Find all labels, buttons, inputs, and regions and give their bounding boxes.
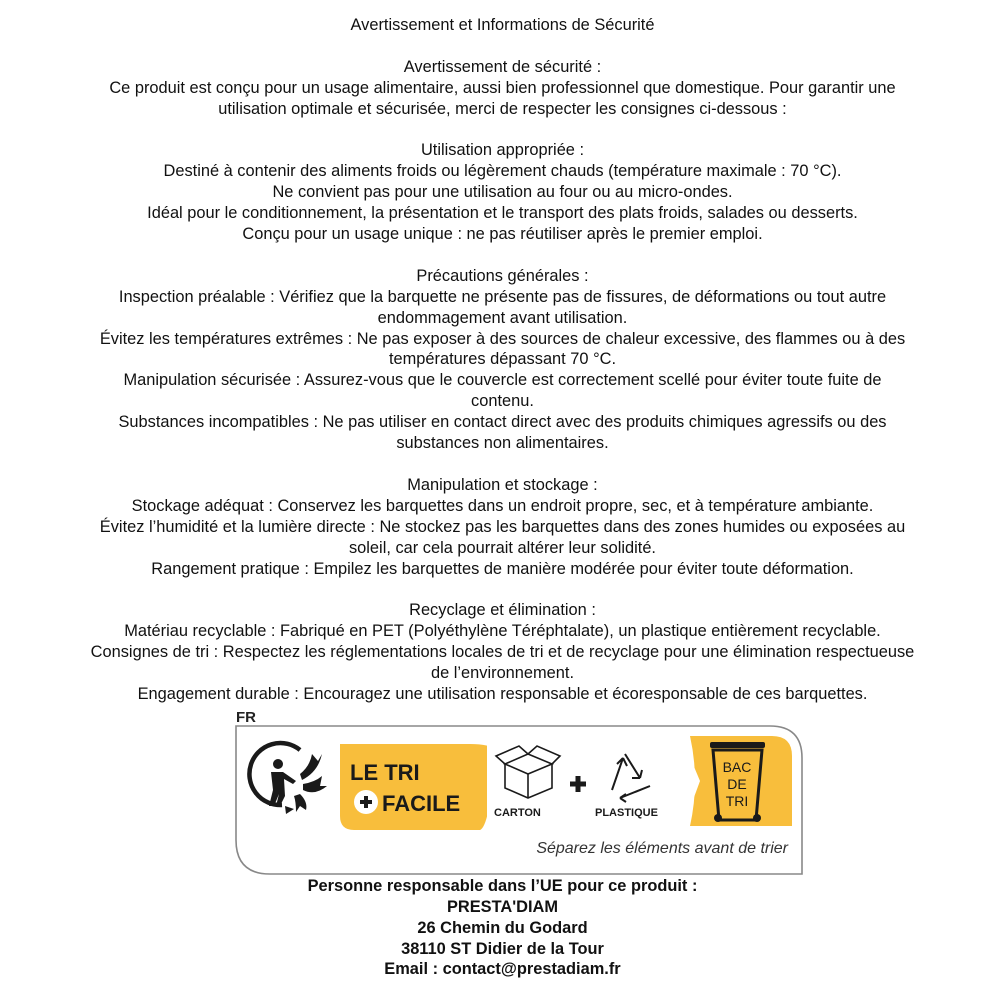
text-line: Substances incompatibles : Ne pas utiliser en contact direct avec des produits chimiques agressifs ou des — [118, 413, 887, 432]
responsible-person — [0, 876, 1005, 981]
text-line: Idéal pour le conditionnement, la présentation et le transport des plats froids, salades ou desserts. — [147, 204, 858, 223]
text-line: Consignes de tri : Respectez les réglementations locales de tri et de recyclage pour une élimination respectueuse — [90, 643, 915, 662]
company-name: PRESTA'DIAM — [446, 897, 559, 916]
text-line: Évitez les températures extrêmes : Ne pas exposer à des sources de chaleur excessive, des flammes ou à des — [99, 329, 906, 348]
triman-icon — [249, 743, 327, 814]
text-line: utilisation optimale et sécurisée, merci de respecter les consignes ci-dessous : — [218, 99, 787, 118]
text-line: Stockage adéquat : Conservez les barquettes dans un endroit propre, sec, et à température ambiante. — [131, 496, 874, 515]
logo-line1: LE TRI — [350, 759, 420, 785]
text-line: Engagement durable : Encouragez une utilisation responsable et écoresponsable de ces barquettes. — [137, 684, 868, 703]
text-line: soleil, car cela pourrait altérer leur solidité. — [348, 538, 656, 557]
triman-logo-graphic — [0, 706, 1005, 876]
address-city: 38110 ST Didier de la Tour — [401, 939, 604, 958]
sorting-bin-icon — [710, 742, 765, 822]
text-line: Inspection préalable : Vérifiez que la barquette ne présente pas de fissures, de déformations ou tout autre — [118, 287, 887, 306]
carton-label: CARTON — [494, 806, 541, 819]
text-line: Évitez l’humidité et la lumière directe : Ne stockez pas les barquettes dans des zones humides ou exposées au — [99, 517, 906, 536]
text-line: Rangement pratique : Empilez les barquettes de manière modérée pour éviter toute déformation. — [151, 559, 854, 578]
text-line: endommagement avant utilisation. — [377, 308, 628, 327]
section-heading: Avertissement de sécurité : — [403, 57, 602, 76]
footer-line: Personne responsable dans l’UE pour ce produit : — [307, 876, 698, 895]
text-line: Ne convient pas pour une utilisation au four ou au micro-ondes. — [272, 183, 733, 202]
yellow-banner — [340, 744, 496, 830]
bin-line3: TRI — [725, 792, 749, 809]
text-line: de l’environnement. — [430, 664, 575, 683]
section-heading: Manipulation et stockage : — [407, 475, 598, 494]
triman-logo — [0, 706, 1005, 876]
address-street: 26 Chemin du Godard — [417, 918, 588, 937]
text-line: Ce produit est conçu pour un usage alimentaire, aussi bien professionnel que domestique. Pour garantir une — [109, 78, 896, 97]
text-line: contenu. — [471, 392, 534, 411]
country-code: FR — [236, 708, 256, 726]
text-line: substances non alimentaires. — [396, 434, 609, 453]
text-line: Destiné à contenir des aliments froids ou légèrement chauds (température maximale : 70 °C). — [163, 162, 842, 181]
section-heading: Utilisation appropriée : — [420, 141, 585, 160]
logo-line2: FACILE — [382, 790, 461, 816]
text-line: Matériau recyclable : Fabriqué en PET (Polyéthylène Téréphtalate), un plastique entièrement recyclable. — [124, 622, 881, 641]
bin-line1: BAC — [722, 758, 752, 775]
section-heading: Recyclage et élimination : — [409, 601, 596, 620]
contact-email: Email : contact@prestadiam.fr — [384, 960, 621, 979]
document-title: Avertissement et Informations de Sécurité — [350, 16, 655, 34]
text-line: Conçu pour un usage unique : ne pas réutiliser après le premier emploi. — [242, 225, 763, 244]
plastique-label: PLASTIQUE — [595, 806, 658, 819]
logo-note: Séparez les éléments avant de trier — [536, 839, 788, 857]
text-line: Manipulation sécurisée : Assurez-vous que le couvercle est correctement scellé pour éviter toute fuite de — [123, 371, 882, 390]
bin-line2: DE — [727, 775, 747, 792]
section-heading: Précautions générales : — [416, 266, 589, 285]
text-line: températures dépassant 70 °C. — [388, 350, 617, 369]
